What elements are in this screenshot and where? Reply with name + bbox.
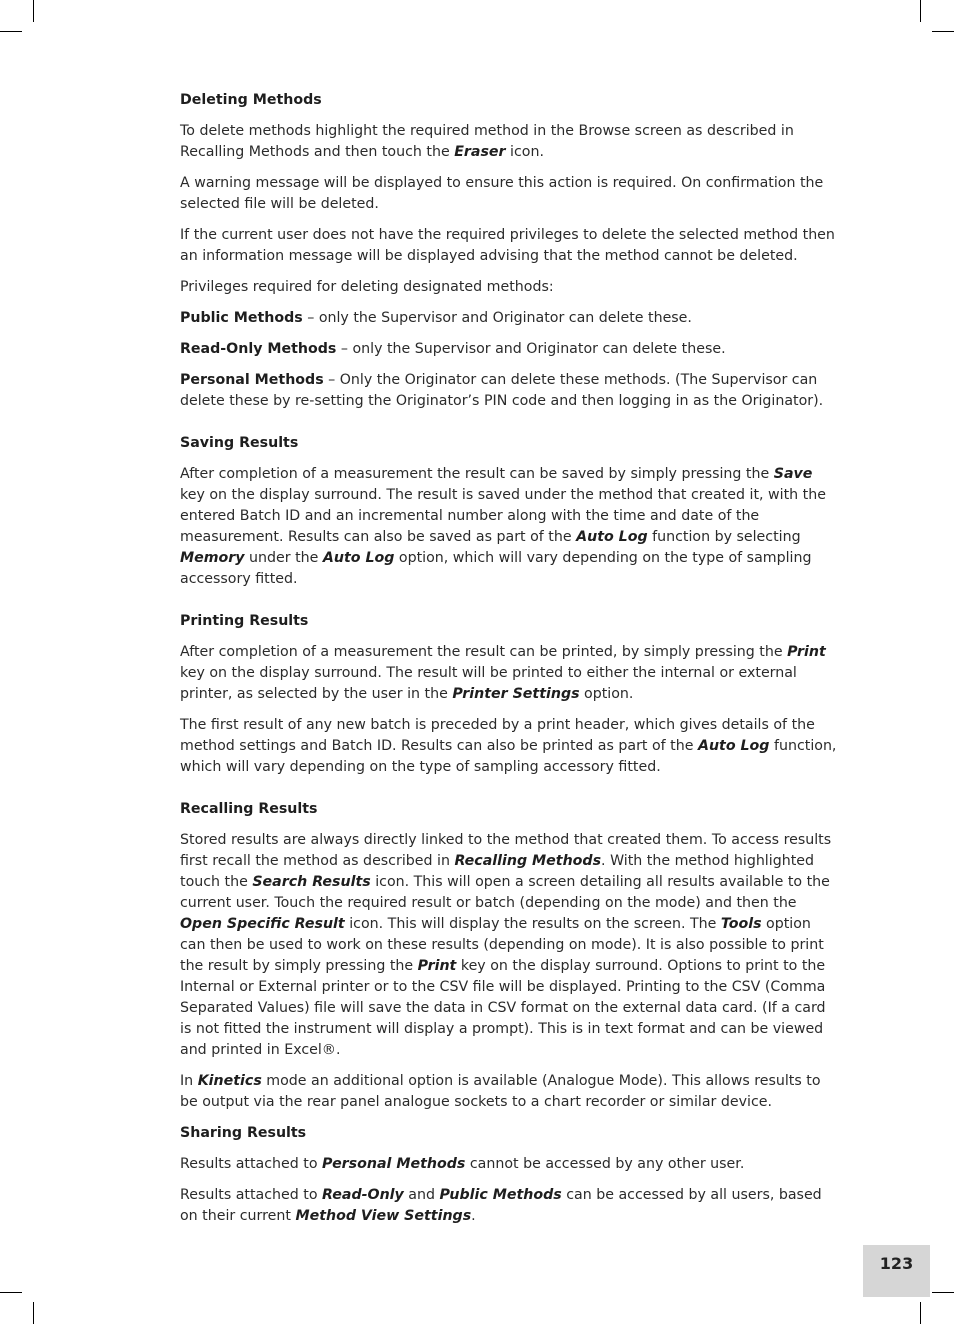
- text: . With the method highlighted touch the: [180, 853, 814, 890]
- section-heading-saving-results: Saving Results: [180, 435, 299, 451]
- text: – Only the Originator can delete these methods. (The Supervisor can delete these by re-setting the Originator’s PIN code and then logging in as the Originator).: [180, 372, 824, 409]
- paragraph: [180, 1154, 840, 1175]
- page-number: 123: [879, 1254, 914, 1273]
- section-heading-deleting-methods: Deleting Methods: [180, 92, 322, 108]
- crop-mark: [33, 0, 34, 22]
- key-term: Print: [787, 644, 826, 660]
- crop-mark: [920, 1302, 921, 1324]
- text: .: [471, 1208, 476, 1224]
- paragraph: [180, 308, 840, 329]
- key-term: Auto Log: [576, 529, 648, 545]
- paragraph: [180, 1071, 840, 1113]
- key-term: Eraser: [454, 144, 506, 160]
- text: and: [403, 1187, 440, 1203]
- bold-term: Personal Methods: [180, 372, 324, 388]
- text: Stored results are always directly linked to the method that created them. To access results first recall the method as described in: [180, 832, 832, 869]
- text: mode an additional option is available (Analogue Mode). This allows results to be output via the rear panel analogue sockets to a chart recorder or similar device.: [180, 1073, 821, 1110]
- text: function by selecting: [647, 529, 801, 545]
- text: After completion of a measurement the result can be saved by simply pressing the: [180, 466, 774, 482]
- text: can be accessed by all users, based on their current: [180, 1187, 822, 1224]
- key-term: Recalling Methods: [454, 853, 602, 869]
- paragraph: If the current user does not have the required privileges to delete the selected method then an information message will be displayed advising that the method cannot be deleted.: [180, 227, 835, 264]
- text: – only the Supervisor and Originator can delete these.: [336, 341, 726, 357]
- text: function, which will vary depending on the type of sampling accessory fitted.: [180, 738, 837, 775]
- text: key on the display surround. The result will be printed to either the internal or external printer, as selected by the user in the: [180, 665, 797, 702]
- paragraph: [180, 464, 840, 590]
- key-term: Method View Settings: [295, 1208, 472, 1224]
- text: Results attached to: [180, 1156, 323, 1172]
- key-term: Search Results: [252, 874, 371, 890]
- text: – only the Supervisor and Originator can delete these.: [302, 310, 692, 326]
- paragraph: Privileges required for deleting designated methods:: [180, 279, 554, 295]
- key-term: Memory: [180, 550, 245, 566]
- key-term: Auto Log: [697, 738, 770, 754]
- key-term: Print: [417, 958, 457, 974]
- paragraph: [180, 121, 840, 163]
- key-term: Save: [773, 466, 813, 482]
- text: option can then be used to work on these results (depending on mode). It is also possible to print the result by simply pressing the: [180, 916, 824, 974]
- paragraph: [180, 830, 840, 1061]
- text: Results attached to: [180, 1187, 323, 1203]
- paragraph: [180, 715, 840, 778]
- crop-mark: [33, 1302, 34, 1324]
- section-heading-sharing-results: Sharing Results: [180, 1125, 307, 1141]
- text: icon. This will open a screen detailing all results available to the current user. Touch the required result or batch (depending on the mode) and then the: [180, 874, 830, 911]
- text: icon. This will display the results on the screen. The: [344, 916, 721, 932]
- key-term: Kinetics: [197, 1073, 262, 1089]
- text: under the: [244, 550, 323, 566]
- text: icon.: [505, 144, 544, 160]
- key-term: Tools: [720, 916, 762, 932]
- key-term: Read-Only: [322, 1187, 404, 1203]
- paragraph: [180, 370, 840, 412]
- text: option, which will vary depending on the type of sampling accessory fitted.: [180, 550, 812, 587]
- text: key on the display surround. The result is saved under the method that created it, with the entered Batch ID and an incremental number along with the time and date of the measurement. Results can also be saved as part of the: [180, 487, 826, 545]
- bold-term: Public Methods: [180, 310, 303, 326]
- key-term: Open Specific Result: [180, 916, 345, 932]
- page-content: [180, 90, 840, 1237]
- crop-mark: [0, 31, 22, 32]
- text: After completion of a measurement the result can be printed, by simply pressing the: [180, 644, 788, 660]
- text: In: [180, 1073, 198, 1089]
- key-term: Personal Methods: [322, 1156, 466, 1172]
- paragraph: A warning message will be displayed to ensure this action is required. On confirmation the selected file will be deleted.: [180, 175, 824, 212]
- crop-mark: [920, 0, 921, 22]
- paragraph: [180, 339, 840, 360]
- page-number-box: [863, 1245, 930, 1297]
- text: key on the display surround. Options to print to the Internal or External printer or to the CSV file will be displayed. Printing to the CSV (Comma Separated Values) file will save the data in CSV format on the external data card. (If a card is not fitted the instrument will display a prompt). This is in text format and can be viewed and printed in Excel®.: [180, 958, 826, 1058]
- paragraph: [180, 1185, 840, 1227]
- key-term: Printer Settings: [452, 686, 580, 702]
- text: To delete methods highlight the required method in the Browse screen as described in Recalling Methods and then touch the: [180, 123, 794, 160]
- crop-mark: [932, 1292, 954, 1293]
- key-term: Auto Log: [322, 550, 395, 566]
- crop-mark: [932, 31, 954, 32]
- section-heading-recalling-results: Recalling Results: [180, 801, 318, 817]
- text: option.: [579, 686, 634, 702]
- section-heading-printing-results: Printing Results: [180, 613, 309, 629]
- bold-term: Read-Only Methods: [180, 341, 337, 357]
- text: The first result of any new batch is preceded by a print header, which gives details of the method settings and Batch ID. Results can also be printed as part of the: [180, 717, 815, 754]
- text: cannot be accessed by any other user.: [465, 1156, 745, 1172]
- key-term: Public Methods: [439, 1187, 562, 1203]
- crop-mark: [0, 1292, 22, 1293]
- paragraph: [180, 642, 840, 705]
